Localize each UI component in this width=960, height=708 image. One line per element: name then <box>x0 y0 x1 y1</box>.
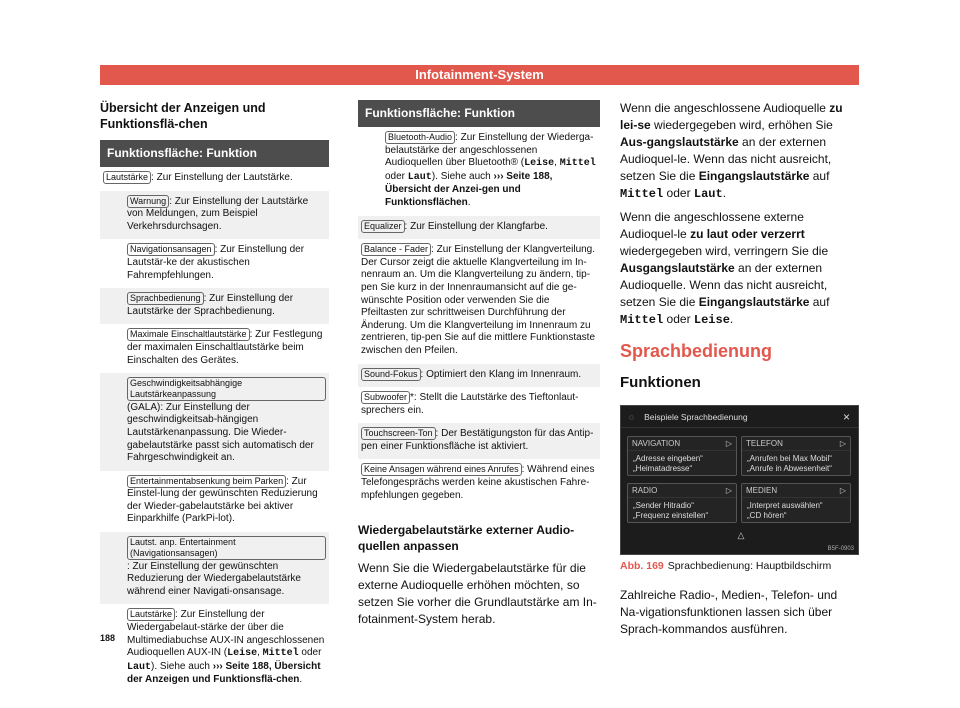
paragraph: Zahlreiche Radio-, Medien-, Telefon- und Na-vigationsfunktionen lassen sich über Sprach-kommandos ausführen. <box>620 588 838 636</box>
row-text: : Zur Festlegung der maximalen Einschaltlautstärke beim Einschalten des Gerätes. <box>127 329 323 366</box>
bold-text: zu laut oder verzerrt <box>690 227 805 241</box>
text: an der externen Audioquelle. Wenn das nicht ausreicht, setzen Sie die <box>620 261 828 309</box>
screen-title: Beispiele Sprachbedienung <box>644 411 748 422</box>
close-icon[interactable]: × <box>842 409 850 424</box>
scroll-up-button[interactable]: △ <box>737 530 745 540</box>
command-example: „Adresse eingeben“ <box>633 454 703 463</box>
text: wiedergegeben wird, verringern Sie die <box>620 244 829 258</box>
text: Wenn die angeschlossene externe Audioquel-le <box>620 210 804 241</box>
subsection-heading: Funktionen <box>620 374 701 391</box>
text: an der externen Audioquel-le. Wenn das nicht ausreicht, setzen Sie die <box>620 135 832 183</box>
function-tag: Lautstärke <box>127 608 175 621</box>
function-tag: Warnung <box>127 195 169 208</box>
command-example: „Sender Hitradio“ <box>633 501 694 510</box>
radio-label: RADIO <box>632 486 658 495</box>
text: Wenn die angeschlossene Audioquelle <box>620 101 830 115</box>
command-example: „CD hören“ <box>747 511 787 520</box>
function-tag: Equalizer <box>361 220 405 233</box>
figure-code: B5F-0903 <box>827 546 854 552</box>
function-tag: Navigationsansagen <box>127 243 215 256</box>
table-row <box>358 216 600 240</box>
row-text: : Der Bestätigungston für das Antip-pen einer Funktionsfläche ist aktiviert. <box>361 428 594 452</box>
navigation-label: NAVIGATION <box>632 439 681 448</box>
table-row <box>358 364 600 388</box>
text: . <box>722 186 727 200</box>
section-title: Übersicht der Anzeigen und Funktionsflä-chen <box>100 101 266 131</box>
row-text: : Zur Einstellung der Klangverteilung. Der Cursor zeigt die aktuelle Klangverteilung im In-nenraum an. Um die Klangverteilung zu ändern, tip-pen Sie kurz in der Innenraumansicht auf die ge-wünschte Position oder verwenden Sie die Pfeiltasten zur schrittweisen Durchführung der Änderung. Um die Klangverteilung im Innenraum zu zentrieren, tip-pen Sie auf die mittlere Funktionstaste zwischen den Pfeilen. <box>361 244 596 356</box>
row-text: , <box>257 647 263 659</box>
row-text: oder <box>385 170 408 182</box>
row-text: ). Siehe auch <box>431 170 494 182</box>
table-row <box>100 239 329 288</box>
tile-medien[interactable] <box>741 483 851 523</box>
tile-telefon[interactable] <box>741 436 851 476</box>
table-row <box>358 387 600 423</box>
paragraph <box>620 209 859 329</box>
figure-label: Abb. 169 <box>620 560 664 572</box>
table-header: Funktionsfläche: Funktion <box>358 100 600 127</box>
value-laut: Laut <box>127 661 152 673</box>
column-right <box>620 100 859 644</box>
tile-radio[interactable] <box>627 483 737 523</box>
text: . <box>729 312 734 326</box>
row-text: : Zur Einstellung der Lautstärke. <box>151 172 293 183</box>
table-row <box>100 532 329 604</box>
row-text: : Zur Einstellung der Lautstärke der Sprachbedienung. <box>127 293 294 317</box>
row-text: ). Siehe auch <box>151 660 213 672</box>
table-row <box>358 127 600 216</box>
figure-caption <box>620 559 859 573</box>
table-row <box>358 423 600 459</box>
value-leise: Leise <box>693 313 730 327</box>
column-left <box>100 100 329 693</box>
value-mittel: Mittel <box>620 187 664 201</box>
bold-text: Eingangslautstärke <box>698 295 810 309</box>
function-tag: Balance - Fader <box>361 243 431 256</box>
row-text: : Optimiert den Klang im Innenraum. <box>420 368 582 380</box>
telefon-label: TELEFON <box>746 439 783 448</box>
command-example: „Interpret auswählen“ <box>747 501 823 510</box>
row-text: , <box>554 157 560 169</box>
chapter-header: Infotainment-System <box>100 65 859 85</box>
medien-label: MEDIEN <box>746 486 778 495</box>
function-tag: Sprachbedienung <box>127 292 204 305</box>
value-leise: Leise <box>524 158 555 170</box>
paragraph <box>620 100 859 203</box>
row-text: : Während eines Telefongesprächs werden keine akustischen Fahre-mpfehlungen gegeben. <box>361 464 595 501</box>
table-row <box>100 373 329 471</box>
table-row <box>100 288 329 324</box>
function-tag: Maximale Einschaltlautstärke <box>127 328 250 341</box>
row-text: : Zur Einstellung der Klangfarbe. <box>404 220 548 232</box>
bold-text: Ausgangslautstärke <box>620 261 735 275</box>
table-row <box>358 239 600 363</box>
row-text: *: Stellt die Lautstärke des Tieftonlaut-sprechers ein. <box>361 392 579 416</box>
function-tag: Entertainmentabsenkung beim Parken <box>127 475 286 488</box>
text: wiedergegeben wird, erhöhen Sie <box>650 118 833 132</box>
function-tag: Lautst. anp. Entertainment (Navigationsansagen) <box>127 536 326 560</box>
caption-text: Sprachbedienung: Hauptbildschirm <box>667 560 832 572</box>
row-text: (GALA): Zur Einstellung der geschwindigkeitsab-hängigen Lautstärkenanpassung. Die Wieder-gabelautstärke passt sich automatisch der Fahrgeschwindigkeit an. <box>127 401 314 464</box>
table-row <box>358 459 600 508</box>
value-laut: Laut <box>407 171 432 183</box>
command-example: „Anrufe in Abwesenheit“ <box>747 464 832 473</box>
column-middle <box>358 100 600 634</box>
function-tag: Bluetooth-Audio <box>385 131 455 144</box>
section-heading: Sprachbedienung <box>620 341 773 361</box>
value-mittel: Mittel <box>620 313 664 327</box>
bold-text: Aus-gangslautstärke <box>620 135 739 149</box>
cross-reference-link[interactable]: ››› Seite 188, Übersicht der Anzei-gen und Funktionsflächen <box>385 170 553 208</box>
function-tag: Lautstärke <box>103 171 151 184</box>
row-text: . <box>299 674 303 686</box>
row-text: : Zur Einstellung der Wiederga-belautstärke der angeschlossenen Audioquellen über Bluetooth® ( <box>385 132 594 169</box>
function-tag: Sound-Fokus <box>361 368 421 381</box>
command-example: „Frequenz einstellen“ <box>633 511 709 520</box>
table-row <box>100 604 329 693</box>
tile-navigation[interactable] <box>627 436 737 476</box>
page-number: 188 <box>100 633 116 643</box>
table-row <box>100 191 329 240</box>
subsection-title: Wiedergabelautstärke externer Audio-quellen anpassen <box>358 523 575 554</box>
paragraph: Wenn Sie die Wiedergabelautstärke für die externe Audioquelle erhöhen möchten, so setzen Sie vorher die Grundlautstärke am In-fotainment-System herab. <box>358 561 597 627</box>
row-text: : Zur Einstellung der gewünschten Reduzierung der Wiedergabelautstärke während einer Navigati-onsansage. <box>127 560 301 597</box>
bold-text: Eingangslautstärke <box>698 169 810 183</box>
text: auf <box>809 295 830 309</box>
cross-reference-link[interactable]: ››› Seite 188, Übersicht der Anzeigen und Funktionsflä-chen <box>127 660 321 686</box>
row-text: . <box>467 196 471 208</box>
function-tag: Touchscreen-Ton <box>361 427 436 440</box>
value-laut: Laut <box>693 187 723 201</box>
command-example: „Heimatadresse“ <box>633 464 693 473</box>
row-text: : Zur Einstel-lung der gewünschten Reduzierung der Wieder-gabelautstärke bei aktiver Einparkhilfe (ParkPi-lot). <box>127 475 318 525</box>
command-example: „Anrufen bei Max Mobil“ <box>747 454 832 463</box>
row-text: : Zur Einstellung der Lautstärke von Meldungen, zum Beispiel Verkehrsdurchsagen. <box>127 195 309 232</box>
voice-control-screen <box>620 405 859 555</box>
table-row <box>100 324 329 373</box>
row-text: oder <box>298 647 322 659</box>
bold-text: zu lei-se <box>620 101 843 132</box>
text: oder <box>663 186 694 200</box>
voice-icon: ◌ <box>629 411 635 422</box>
chevron-right-icon: ▷ <box>725 439 732 448</box>
value-leise: Leise <box>227 648 258 660</box>
table-row <box>100 167 329 191</box>
table-row <box>100 471 329 532</box>
value-mittel: Mittel <box>559 158 596 170</box>
value-mittel: Mittel <box>262 648 299 660</box>
text: oder <box>663 312 694 326</box>
text: auf <box>809 169 830 183</box>
chevron-right-icon: ▷ <box>839 486 846 495</box>
chevron-right-icon: ▷ <box>725 486 732 495</box>
function-tag: Keine Ansagen während eines Anrufes <box>361 463 522 476</box>
row-text: : Zur Einstellung der Wiedergabelaut-stärke der über die Multimediabuchse AUX-IN angeschlossenen Audioquellen AUX-IN ( <box>127 609 325 659</box>
table-header: Funktionsfläche: Funktion <box>100 140 329 167</box>
function-tag: Subwoofer <box>361 391 410 404</box>
row-text: : Zur Einstellung der Lautstär-ke der akustischen Fahrempfehlungen. <box>127 244 305 281</box>
chevron-right-icon: ▷ <box>839 439 846 448</box>
function-tag: Geschwindigkeitsabhängige Lautstärkeanpassung <box>127 377 326 401</box>
screen-titlebar <box>621 406 858 428</box>
